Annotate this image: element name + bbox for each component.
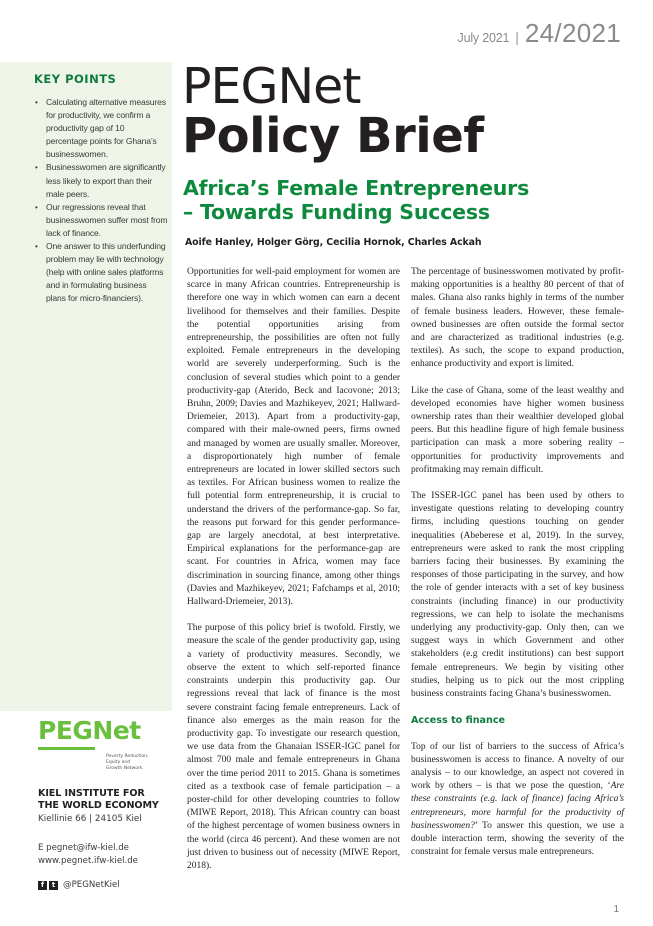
- brief-title-line: Africa’s Female Entrepreneurs: [183, 176, 530, 200]
- bullet-icon: •: [35, 242, 38, 252]
- facebook-icon[interactable]: f: [38, 881, 47, 890]
- key-point-text: Calculating alternative measures for productivity, we confirm a productivity gap of 10 percentage points for Ghana’s businesswomen.: [46, 97, 166, 160]
- key-point-text: One answer to this underfunding problem may lie with technology (help with online sales platforms and in formulating business plans for micro-financiers).: [46, 241, 166, 304]
- page-number: 1: [613, 904, 619, 915]
- paragraph-text: Top of our list of barriers to the success of Africa’s businesswomen is access to finance. A novelty of our analysis – to our knowledge, an aspect not covered in work by others – is that we pose the question, ‘: [411, 741, 624, 792]
- body-paragraph: Opportunities for well-paid employment for women are scarce in many African countries. Entrepreneurship is therefore one way in which women can earn a decent livelihood for themselves and their families. Despite the potential opportunities arising from entrepreneurship, the possibilities are often not fully exploited. Female entrepreneurs in the developing world are severely underperforming. Such is the conclusion of several studies which point to a gender productivity-gap (Aterido, Beck and Iacovone; 2013; Bruhn, 2009; Davies and Mazhikeyev, 2021; Hallward-Driemeier, 2013). Apart from a productivity-gap, compared with their male-owned peers, firms owned and managed by women are usually smaller. Moreover, a disproportionately high number of female entrepreneurs are located in lower skilled sectors such as textiles. For African business women to realize the full potential form entrepreneurship, it is crucial to understand the drivers of the performance-gap. So far, the reasons put forward for this gender performance-gap are largely anecdotal, at best interpretative. Empirical explanations for the performance-gap are scant. For countries in Africa, women may face discrimination in sourcing finance, among other things (Davies and Mazhikeyev, 2021; Fafchamps et al, 2010; Hallward-Driemeier, 2013).: [187, 267, 400, 608]
- institute-address: Kiellinie 66 | 24105 Kiel: [38, 814, 142, 824]
- social-handle[interactable]: @PEGNetKiel: [63, 880, 120, 890]
- paragraph-text: ’ To answer this question, we use a double interaction term, showing the severity of the constraint for female versus male entrepreneurs.: [411, 820, 624, 858]
- body-paragraph: Like the case of Ghana, some of the least wealthy and developed economies have higher women business ownership rates than their wealthier developed global peers. But this headline figure of high female business participation can mask a more sobering reality – opportunities for productivity improvements and profitmaking may remain difficult.: [411, 385, 624, 475]
- body-paragraph: The purpose of this policy brief is twofold. Firstly, we measure the scale of the gender productivity gap, using a variety of productivity measures. Secondly, we observe the extent to which self-reported finance constraints underpin this productivity gap. Our regressions reveal that lack of finance is the most severe constraint facing female entrepreneurs. Lack of finance also emerges as the main reason for the productivity gap. To investigate our research question, we use data from the Ghanaian ISSER-IGC panel for almost 700 male and female entrepreneurs in Ghana over the time period 2011 to 2015. Ghana is sometimes cited as a textbook case of female participation – a poster-child for other developing countries to follow (MIWE Report, 2018). This African country can boast of the highest percentage of women business owners in the world (circa 46 percent). And these women are not just driven to business out of necessity (MIWE Report, 2018).: [187, 623, 400, 871]
- contact-block: [38, 842, 138, 868]
- brief-title-line: – Towards Funding Success: [183, 200, 490, 224]
- body-paragraph: The percentage of businesswomen motivated by profit-making opportunities is a healthy 80 percent of that of males. Ghana also ranks highly in terms of the number of female business leaders. However, these female-owned businesses are often outside the formal sector and are characterized as traditional industries (e.g. textiles). As such, the scope to expand production, enhance productivity and export is limited.: [411, 267, 624, 370]
- issue-number: 24/2021: [524, 18, 621, 48]
- contact-website[interactable]: www.pegnet.ifw-kiel.de: [38, 856, 138, 866]
- authors: Aoife Hanley, Holger Görg, Cecilia Hornok, Charles Ackah: [185, 237, 482, 248]
- key-point-item: [34, 201, 168, 240]
- section-heading: Access to finance: [411, 715, 506, 727]
- logo-wordmark: PEGNet: [38, 716, 141, 745]
- brief-title: [183, 176, 623, 224]
- issue-info: [458, 18, 621, 49]
- twitter-icon[interactable]: t: [49, 881, 58, 890]
- key-point-item: [34, 161, 168, 200]
- key-point-text: Our regressions reveal that businesswomen suffer most from lack of finance.: [46, 201, 168, 238]
- series-type: Policy Brief: [182, 108, 484, 164]
- key-point-item: [34, 240, 168, 305]
- key-points-heading: KEY POINTS: [34, 72, 117, 86]
- social-links: [38, 880, 120, 890]
- institute-name-line: THE WORLD ECONOMY: [38, 800, 159, 811]
- pegnet-logo: [38, 716, 158, 772]
- key-point-item: [34, 96, 168, 161]
- series-name: PEGNet: [182, 58, 361, 115]
- institute-name-line: KIEL INSTITUTE FOR: [38, 788, 145, 799]
- body-paragraph: The ISSER-IGC panel has been used by others to investigate questions relating to developing country firms, including questions touching on gender inequalities (Abeberese et al, 2019). In the survey, entrepreneurs were asked to rank the most crippling barriers facing their businesses. By examining the responses of those participating in the survey, and how the role of gender interacts with a set of key business constraints (including finance) in our productivity regressions, we can help to isolate the mechanisms underlying any productivity-gap. Only then, can we suggest ways in which Government and other stakeholders (e.g credit institutions) can best support female entrepreneurs. We begin by visiting other studies, helping us to pick out the most crippling business constraints facing Ghana’s businesswomen.: [411, 491, 624, 700]
- logo-tagline: [106, 754, 148, 772]
- logo-tagline-line: Poverty Reduction,: [106, 754, 149, 759]
- bullet-icon: •: [35, 98, 38, 107]
- issue-date: July 2021: [457, 31, 510, 45]
- body-column-left: [187, 266, 400, 886]
- body-paragraph: [411, 741, 624, 860]
- research-question: Are these constraints (e.g. lack of finance) facing Africa’s entrepreneurs, more harmful for the productivity of businesswomen?: [411, 781, 624, 831]
- bullet-icon: •: [35, 202, 38, 212]
- contact-email[interactable]: E pegnet@ifw-kiel.de: [38, 843, 129, 853]
- logo-tagline-line: Growth Network: [106, 766, 143, 771]
- logo-tagline-line: Equity and: [106, 760, 131, 765]
- key-points-panel: [0, 62, 172, 711]
- issue-separator: |: [515, 29, 519, 45]
- key-point-text: Businesswomen are significantly less likely to export than their male peers.: [46, 162, 166, 199]
- body-column-right: [411, 266, 624, 872]
- bullet-icon: •: [35, 163, 38, 173]
- key-points-list: [34, 96, 168, 306]
- institute-name: [38, 788, 159, 812]
- logo-underline: [38, 747, 95, 750]
